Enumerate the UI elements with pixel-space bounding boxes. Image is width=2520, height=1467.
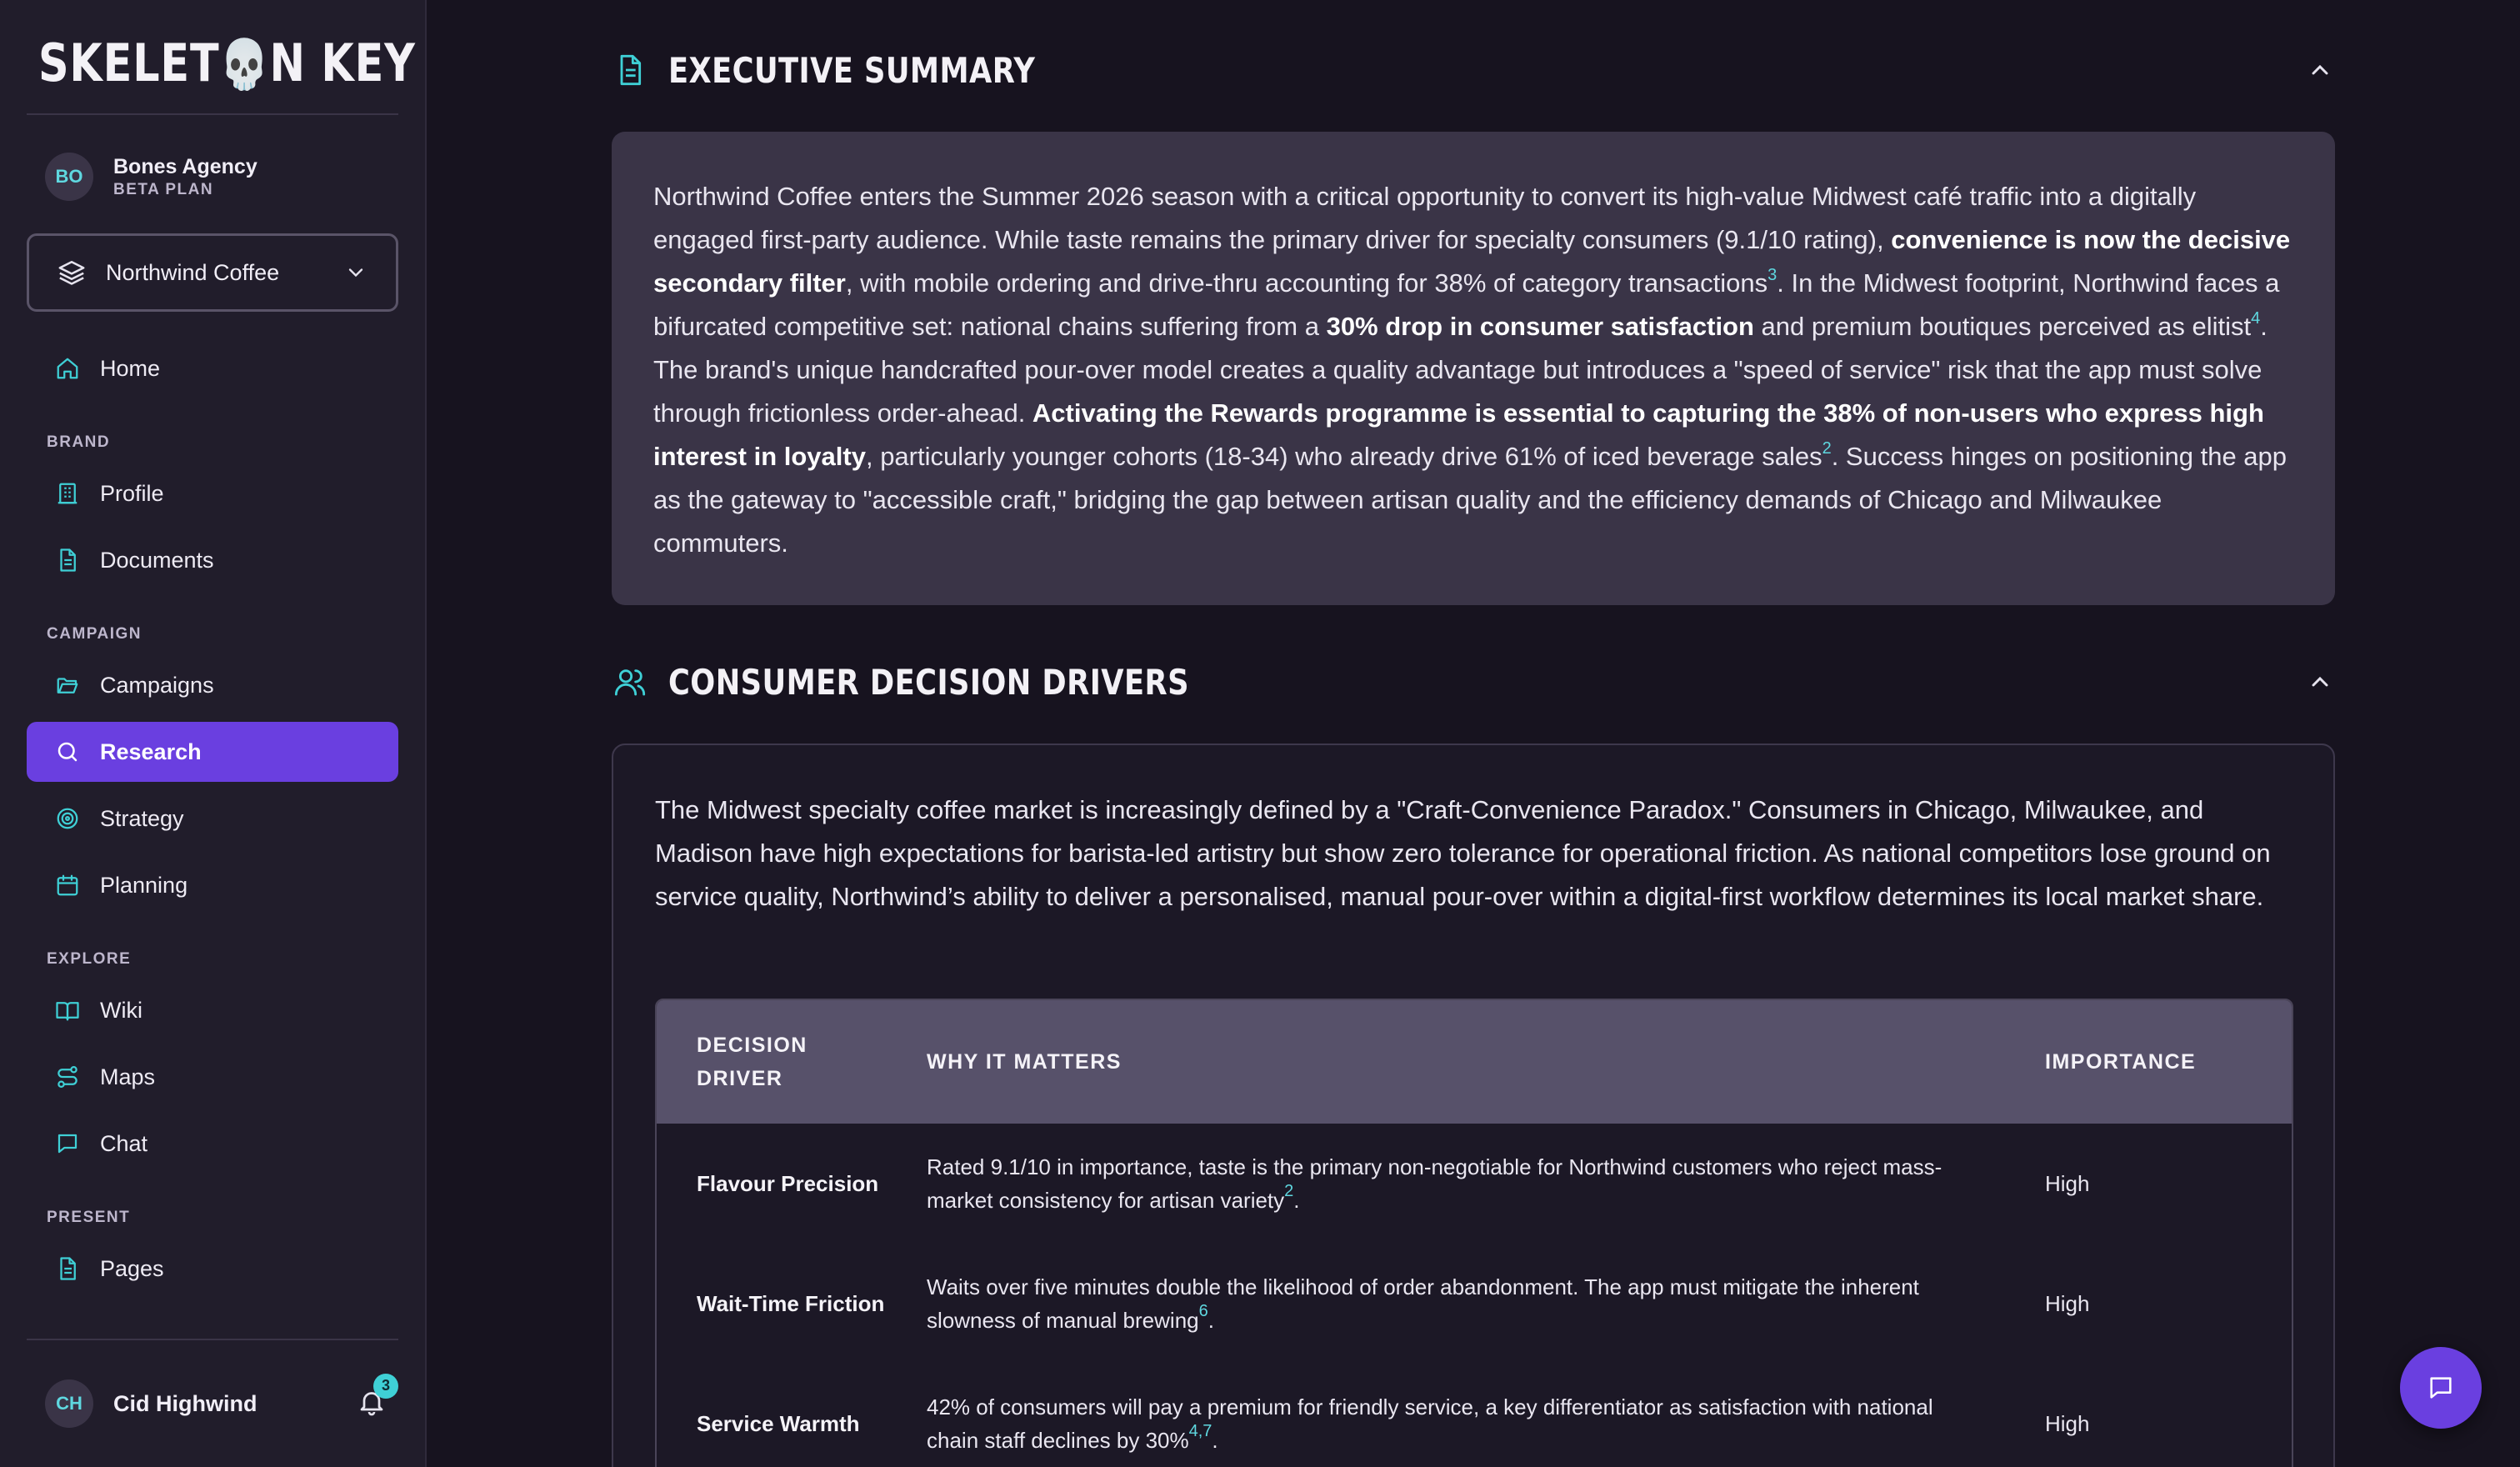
app-logo[interactable]: SKELET💀N KEY bbox=[38, 33, 416, 93]
driver-why: 42% of consumers will pay a premium for friendly service, a key differentiator as satisfaction with national chain staff declines by 30%$^{4,7}$. bbox=[927, 1394, 1933, 1453]
user-menu[interactable] bbox=[45, 1377, 395, 1430]
sidebar bbox=[0, 0, 427, 1467]
nav-section-present: PRESENT bbox=[47, 1209, 131, 1226]
chevron-up-icon[interactable] bbox=[2307, 57, 2333, 83]
nav-documents[interactable]: Documents bbox=[27, 530, 398, 590]
column-header-why[interactable]: WHY IT MATTERS bbox=[927, 1049, 1122, 1074]
document-icon bbox=[55, 548, 80, 573]
skull-icon: 💀 bbox=[219, 36, 270, 93]
nav-section-campaign: CAMPAIGN bbox=[47, 625, 142, 643]
decision-drivers-header[interactable] bbox=[613, 657, 2333, 707]
route-icon bbox=[55, 1064, 80, 1089]
table-row bbox=[657, 1124, 2292, 1244]
executive-summary-text: Northwind Coffee enters the Summer 2026 season with a critical opportunity to convert its high-value Midwest café traffic into a digitally engaged first-party audience. While taste remains the primary driver for specialty consumers (9.1/10 rating), convenience is now the decisive secondary filter, with mobile ordering and drive-thru accounting for 38% of category transactions$^3$. In the Midwest footprint, Northwind faces a bifurcated competitive set: national chains suffering from a 30% drop in consumer satisfaction and premium boutiques perceived as elitist$^4$. The brand's unique handcrafted pour-over model creates a quality advantage but introduces a "speed of service" risk that the app must solve through frictionless order-ahead. Activating the Rewards programme is essential to capturing the 38% of non-users who express high interest in loyalty, particularly younger cohorts (18-34) who already drive 61% of iced beverage sales$^2$. Success hinges on positioning the app as the gateway to "accessible craft," bridging the gap between artisan quality and the efficiency demands of Chicago and Milwaukee commuters. bbox=[653, 182, 2291, 558]
driver-name: Wait-Time Friction bbox=[697, 1291, 885, 1316]
driver-importance: High bbox=[2045, 1290, 2090, 1316]
chat-fab-button[interactable] bbox=[2400, 1347, 2482, 1429]
driver-name: Flavour Precision bbox=[697, 1171, 879, 1196]
nav-strategy[interactable]: Strategy bbox=[27, 789, 398, 849]
account-name: Bones Agency bbox=[113, 155, 258, 178]
decision-drivers-table bbox=[655, 999, 2293, 1467]
citation-ref[interactable]: 2 bbox=[1284, 1182, 1294, 1200]
brand-selector-value: Northwind Coffee bbox=[106, 259, 280, 285]
citation-ref[interactable]: 3 bbox=[1768, 266, 1778, 284]
folder-open-icon bbox=[55, 673, 80, 698]
book-open-icon bbox=[55, 998, 80, 1023]
table-row bbox=[657, 1244, 2292, 1364]
layers-icon bbox=[58, 258, 86, 287]
nav-section-brand: BRAND bbox=[47, 433, 111, 451]
account-plan: BETA PLAN bbox=[113, 181, 214, 198]
notification-count-badge: 3 bbox=[373, 1374, 398, 1399]
nav-chat[interactable]: Chat bbox=[27, 1114, 398, 1174]
decision-drivers-intro: The Midwest specialty coffee market is increasingly defined by a "Craft-Convenience Paradox." Consumers in Chicago, Milwaukee, and Madison have high expectations for barista-led artistry but show zero tolerance for operational friction. As national competitors lose ground on service quality, Northwind’s ability to deliver a personalised, manual pour-over within a digital-first workflow determines its local market share. bbox=[655, 795, 2271, 911]
sidebar-divider-bottom bbox=[27, 1339, 398, 1340]
home-icon bbox=[55, 356, 80, 381]
chat-icon bbox=[55, 1131, 80, 1156]
driver-why: Rated 9.1/10 in importance, taste is the primary non-negotiable for Northwind customers who reject mass-market consistency for artisan variety$^2$. bbox=[927, 1154, 1942, 1213]
document-icon bbox=[613, 53, 647, 87]
decision-drivers-card bbox=[612, 744, 2335, 1467]
target-icon bbox=[55, 806, 80, 831]
user-name: Cid Highwind bbox=[113, 1390, 258, 1416]
nav-wiki[interactable]: Wiki bbox=[27, 980, 398, 1040]
nav-maps[interactable]: Maps bbox=[27, 1047, 398, 1107]
nav-section-explore: EXPLORE bbox=[47, 950, 132, 968]
citation-ref[interactable]: 6 bbox=[1198, 1302, 1208, 1320]
file-text-icon bbox=[55, 1256, 80, 1281]
search-icon bbox=[55, 739, 80, 764]
notifications-button[interactable] bbox=[357, 1377, 390, 1421]
brand-selector[interactable] bbox=[27, 233, 398, 312]
column-header-importance[interactable]: IMPORTANCE bbox=[2045, 1049, 2197, 1074]
nav-profile[interactable]: Profile bbox=[27, 463, 398, 523]
driver-why: Waits over five minutes double the likelihood of order abandonment. The app must mitigate the inherent slowness of manual brewing$^6$. bbox=[927, 1274, 1919, 1333]
account-switcher[interactable] bbox=[45, 150, 395, 203]
table-header bbox=[657, 1000, 2292, 1124]
driver-name: Service Warmth bbox=[697, 1411, 860, 1436]
chevron-up-icon[interactable] bbox=[2307, 668, 2333, 695]
executive-summary-header[interactable] bbox=[613, 45, 2333, 95]
nav-research[interactable]: Research bbox=[27, 722, 398, 782]
driver-importance: High bbox=[2045, 1170, 2090, 1196]
nav-home[interactable]: Home bbox=[27, 338, 398, 398]
chevron-down-icon bbox=[344, 261, 368, 284]
decision-drivers-title: CONSUMER DECISION DRIVERS bbox=[668, 661, 1189, 703]
chat-icon bbox=[2427, 1374, 2455, 1402]
nav-pages[interactable]: Pages bbox=[27, 1239, 398, 1299]
table-row bbox=[657, 1364, 2292, 1467]
column-header-driver[interactable]: DECISION DRIVER bbox=[697, 1034, 808, 1090]
citation-ref[interactable]: 4 bbox=[2251, 309, 2261, 328]
building-icon bbox=[55, 481, 80, 506]
users-icon bbox=[613, 665, 647, 698]
nav-planning[interactable]: Planning bbox=[27, 855, 398, 915]
calendar-icon bbox=[55, 873, 80, 898]
sidebar-divider bbox=[27, 113, 398, 115]
user-avatar: CH bbox=[45, 1379, 93, 1428]
citation-ref[interactable]: 4,7 bbox=[1188, 1422, 1212, 1440]
account-avatar: BO bbox=[45, 153, 93, 201]
executive-summary-card bbox=[612, 132, 2335, 605]
citation-ref[interactable]: 2 bbox=[1822, 439, 1832, 458]
driver-importance: High bbox=[2045, 1410, 2090, 1436]
executive-summary-title: EXECUTIVE SUMMARY bbox=[668, 49, 1036, 91]
nav-campaigns[interactable]: Campaigns bbox=[27, 655, 398, 715]
